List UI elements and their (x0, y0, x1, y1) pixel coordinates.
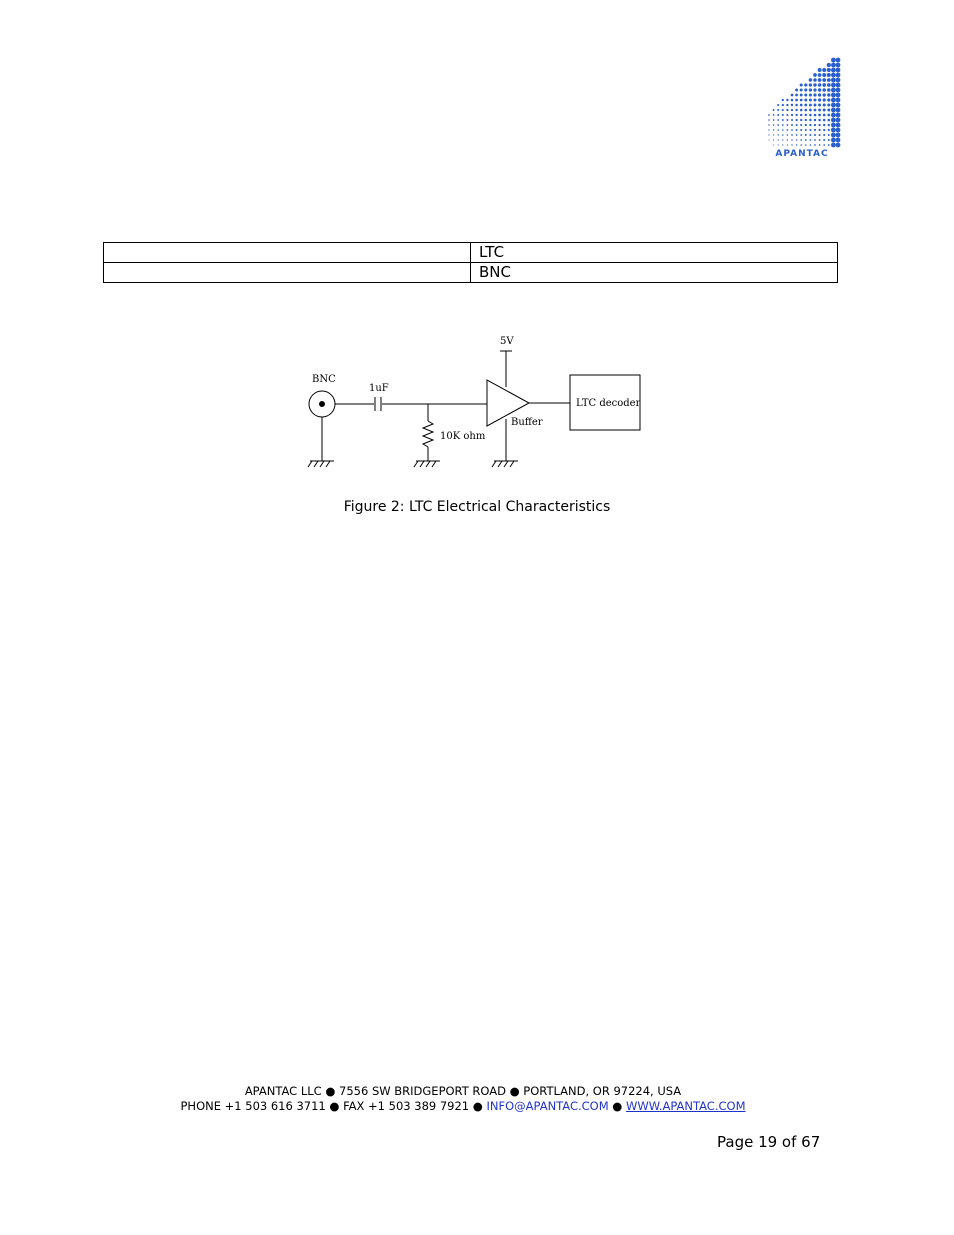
logo-dot (796, 124, 798, 126)
logo-dot (823, 139, 825, 141)
logo-dot (819, 129, 821, 131)
logo-dot (782, 129, 784, 131)
logo-dot (813, 98, 816, 101)
logo-dot (787, 144, 788, 145)
logo-dot (814, 139, 816, 141)
logo-dot (786, 104, 788, 106)
logo-dot (813, 73, 817, 77)
logo-dot (804, 83, 807, 86)
logo-dot (773, 124, 775, 126)
logo-dot (814, 104, 817, 107)
logo-dot (836, 118, 841, 123)
logo-dot (831, 138, 836, 143)
logo-dot (782, 114, 784, 116)
logo-dot (795, 94, 798, 97)
figure-caption: Figure 2: LTC Electrical Characteristics (343, 499, 611, 515)
footer-contact (0, 1099, 926, 1113)
decoder-label: LTC decoder (576, 398, 641, 409)
logo-dot (836, 138, 841, 143)
logo-dot (805, 114, 807, 116)
logo-dot (814, 119, 816, 121)
logo-dot (822, 88, 826, 92)
logo-dot (831, 78, 836, 83)
logo-wordmark: APANTAC (775, 149, 829, 159)
logo-dot (814, 129, 816, 131)
capacitor-label: 1uF (369, 383, 389, 394)
table-cell-label (104, 243, 471, 263)
logo-dot (831, 103, 836, 108)
logo-dot (791, 94, 794, 97)
bnc-label: BNC (312, 374, 336, 385)
logo-dot (828, 139, 830, 141)
logo-dot (804, 99, 807, 102)
logo-dot (777, 129, 779, 131)
logo-dot (805, 139, 807, 141)
logo-dot (786, 99, 788, 101)
logo-dot (813, 93, 816, 96)
logo-dot (791, 139, 793, 141)
logo-dot (791, 109, 793, 111)
logo-dot (831, 83, 836, 88)
logo-dot (836, 63, 841, 68)
ltc-circuit-diagram (300, 325, 650, 475)
logo-dot (836, 58, 841, 63)
logo-dot (795, 99, 798, 102)
logo-dot (782, 119, 784, 121)
logo-dot (796, 129, 798, 131)
logo-dot (831, 88, 836, 93)
logo-dot (809, 88, 812, 91)
logo-dot (813, 88, 816, 91)
page-number: Page 19 of 67 (717, 1133, 821, 1151)
logo-dot (831, 93, 836, 98)
logo-dot (828, 124, 830, 126)
logo-dot (823, 144, 825, 146)
logo-dot (768, 134, 769, 135)
footer-email-link[interactable]: INFO@APANTAC.COM (486, 1099, 609, 1113)
footer-phone-fax: PHONE +1 503 616 3711 ● FAX +1 503 389 7921 ● (180, 1099, 487, 1113)
logo-dot (818, 78, 822, 82)
logo-dot (827, 98, 830, 101)
logo-dot (787, 134, 789, 136)
logo-dot (796, 144, 797, 145)
logo-dot (836, 93, 841, 98)
logo-dot (836, 143, 841, 148)
logo-dot (813, 78, 817, 82)
logo-dot (818, 124, 820, 126)
logo-dot (809, 99, 812, 102)
bnc-center-pin (319, 401, 325, 407)
logo-dot (831, 113, 836, 118)
logo-dot (778, 139, 779, 140)
logo-dot (809, 114, 812, 117)
logo-dot (791, 134, 793, 136)
logo-dot (823, 98, 826, 101)
logo-dot (822, 73, 826, 77)
logo-dot (819, 134, 821, 136)
logo-dot (814, 144, 816, 146)
logo-dot (814, 134, 816, 136)
logo-dot (823, 103, 826, 106)
logo-dot (795, 104, 798, 107)
logo-dot (823, 134, 825, 136)
logo-dot (836, 78, 841, 83)
logo-dot (827, 68, 831, 72)
logo-dot (786, 114, 788, 116)
logo-dot (818, 114, 821, 117)
logo-dot (827, 88, 831, 92)
logo-dot (782, 139, 783, 140)
logo-dot (782, 99, 784, 101)
logo-dot (773, 114, 775, 116)
supply-label: 5V (500, 336, 514, 347)
logo-dot (805, 124, 807, 126)
logo-dot (827, 114, 830, 117)
logo-dot (831, 118, 836, 123)
logo-dot (827, 78, 831, 82)
logo-dot (831, 68, 836, 73)
logo-dot (818, 83, 822, 87)
logo-dot (814, 124, 816, 126)
logo-dot (836, 133, 841, 138)
logo-dot (791, 99, 794, 102)
logo-dot (828, 144, 830, 146)
logo-dot (800, 109, 803, 112)
logo-dot (796, 139, 798, 141)
logo-dot (809, 93, 812, 96)
logo-dot (831, 143, 836, 148)
table-cell-value: BNC (471, 263, 838, 283)
logo-dot (773, 144, 774, 145)
logo-dot (800, 104, 803, 107)
spec-table (103, 242, 838, 283)
logo-dot (827, 109, 830, 112)
logo-dot (827, 103, 830, 106)
logo-dot (804, 88, 807, 91)
logo-dot (791, 119, 793, 121)
logo-dot (778, 134, 779, 135)
logo-dot (822, 83, 826, 87)
logo-dot (836, 83, 841, 88)
logo-dot (818, 93, 821, 96)
logo-dot (810, 144, 812, 146)
logo-dot (809, 104, 812, 107)
resistor-label: 10K ohm (440, 431, 486, 442)
logo-dot (805, 144, 807, 146)
logo-dot (804, 104, 807, 107)
logo-dot (795, 109, 797, 111)
logo-dot (828, 119, 831, 122)
logo-dot (773, 119, 775, 121)
logo-dot (786, 119, 788, 121)
logo-dot (777, 104, 779, 106)
logo-dot (791, 124, 793, 126)
logo-dot (836, 73, 841, 78)
logo-dot (818, 68, 822, 72)
logo-dot (800, 124, 802, 126)
logo-dot (804, 109, 807, 112)
logo-dot (827, 73, 831, 77)
logo-dot (836, 68, 841, 73)
logo-dot (782, 104, 784, 106)
logo-dot (836, 128, 841, 133)
logo-dot (831, 123, 836, 128)
logo-dot (791, 104, 793, 106)
logo-dot (777, 119, 779, 121)
logo-dot (773, 109, 775, 111)
logo-dot (810, 139, 812, 141)
logo-dot (836, 103, 841, 108)
logo-dot (831, 58, 836, 63)
logo-dot (823, 93, 826, 96)
logo-dot (818, 88, 821, 91)
logo-dot (782, 134, 784, 136)
logo-dot (818, 109, 821, 112)
logo-dot (795, 114, 797, 116)
logo-dot (787, 139, 788, 140)
logo-dot (809, 129, 811, 131)
logo-dot (831, 108, 836, 113)
apantac-logo (762, 56, 842, 164)
logo-dot (809, 124, 811, 126)
logo-dot (777, 109, 779, 111)
logo-dot (809, 83, 812, 86)
logo-dot (836, 123, 841, 128)
logo-dot (773, 139, 774, 140)
logo-dot (796, 119, 798, 121)
logo-dot (786, 124, 788, 126)
logo-dot (823, 119, 826, 122)
logo-dot (768, 119, 770, 121)
logo-dot (796, 134, 798, 136)
logo-dot (809, 78, 812, 81)
logo-dot (782, 144, 783, 145)
logo-dot (768, 129, 769, 130)
logo-dot (773, 134, 774, 135)
logo-dot (831, 73, 836, 78)
logo-dot (768, 124, 769, 125)
logo-dot (827, 83, 831, 87)
logo-dot (800, 129, 802, 131)
logo-dot (786, 109, 788, 111)
logo-dot (777, 124, 779, 126)
logo-dot (791, 114, 793, 116)
table-row (104, 263, 838, 283)
table-row (104, 243, 838, 263)
logo-dot (800, 119, 802, 121)
footer-address: APANTAC LLC ● 7556 SW BRIDGEPORT ROAD ● PORTLAND, OR 97224, USA (244, 1084, 682, 1098)
logo-dot (814, 109, 817, 112)
logo-dot (828, 134, 830, 136)
logo-dot (804, 93, 807, 96)
resistor (423, 421, 433, 447)
logo-dot (818, 98, 821, 101)
logo-dot (777, 114, 779, 116)
logo-dot (818, 73, 822, 77)
logo-dot (778, 144, 779, 145)
logo-dot (782, 124, 784, 126)
logo-dot (809, 119, 811, 121)
logo-dot (795, 89, 798, 92)
logo-dot (791, 129, 793, 131)
logo-dot (827, 63, 831, 67)
logo-dot (782, 109, 784, 111)
logo-dot (809, 134, 811, 136)
logo-dot (831, 63, 836, 68)
logo-dot (836, 108, 841, 113)
logo-dot (823, 129, 825, 131)
logo-dot (809, 109, 812, 112)
logo-dot (828, 129, 830, 131)
footer-website-link[interactable]: WWW.APANTAC.COM (626, 1099, 746, 1113)
logo-dot (768, 114, 770, 116)
logo-dot (805, 134, 807, 136)
logo-dot (818, 104, 821, 107)
logo-dot (822, 68, 826, 72)
logo-dot (768, 139, 769, 140)
logo-dot (813, 83, 816, 86)
logo-dot (818, 119, 821, 122)
logo-dot (836, 113, 841, 118)
footer-separator: ● (608, 1099, 627, 1113)
logo-dot (787, 129, 789, 131)
buffer-label: Buffer (511, 417, 543, 428)
logo-dot (800, 134, 802, 136)
logo-dot (773, 129, 774, 130)
logo-dot (831, 128, 836, 133)
logo-dot (819, 144, 821, 146)
logo-dot (791, 144, 792, 145)
logo-dot (823, 109, 826, 112)
table-cell-label (104, 263, 471, 283)
logo-dot (819, 139, 821, 141)
logo-dot (823, 124, 825, 126)
logo-dot (805, 119, 807, 121)
logo-dot (800, 99, 803, 102)
logo-dot (800, 88, 803, 91)
logo-dot (823, 114, 826, 117)
logo-dot (831, 98, 836, 103)
logo-dot (827, 93, 830, 96)
logo-dot (800, 83, 803, 86)
logo-dot (800, 144, 802, 146)
logo-dot (822, 78, 826, 82)
logo-dot (836, 98, 841, 103)
logo-dot (800, 114, 802, 116)
logo-dot (805, 129, 807, 131)
logo-dot (836, 88, 841, 93)
logo-dot (800, 139, 802, 141)
logo-dot (800, 94, 803, 97)
table-cell-value: LTC (471, 243, 838, 263)
logo-dot (814, 114, 817, 117)
logo-dot (831, 133, 836, 138)
